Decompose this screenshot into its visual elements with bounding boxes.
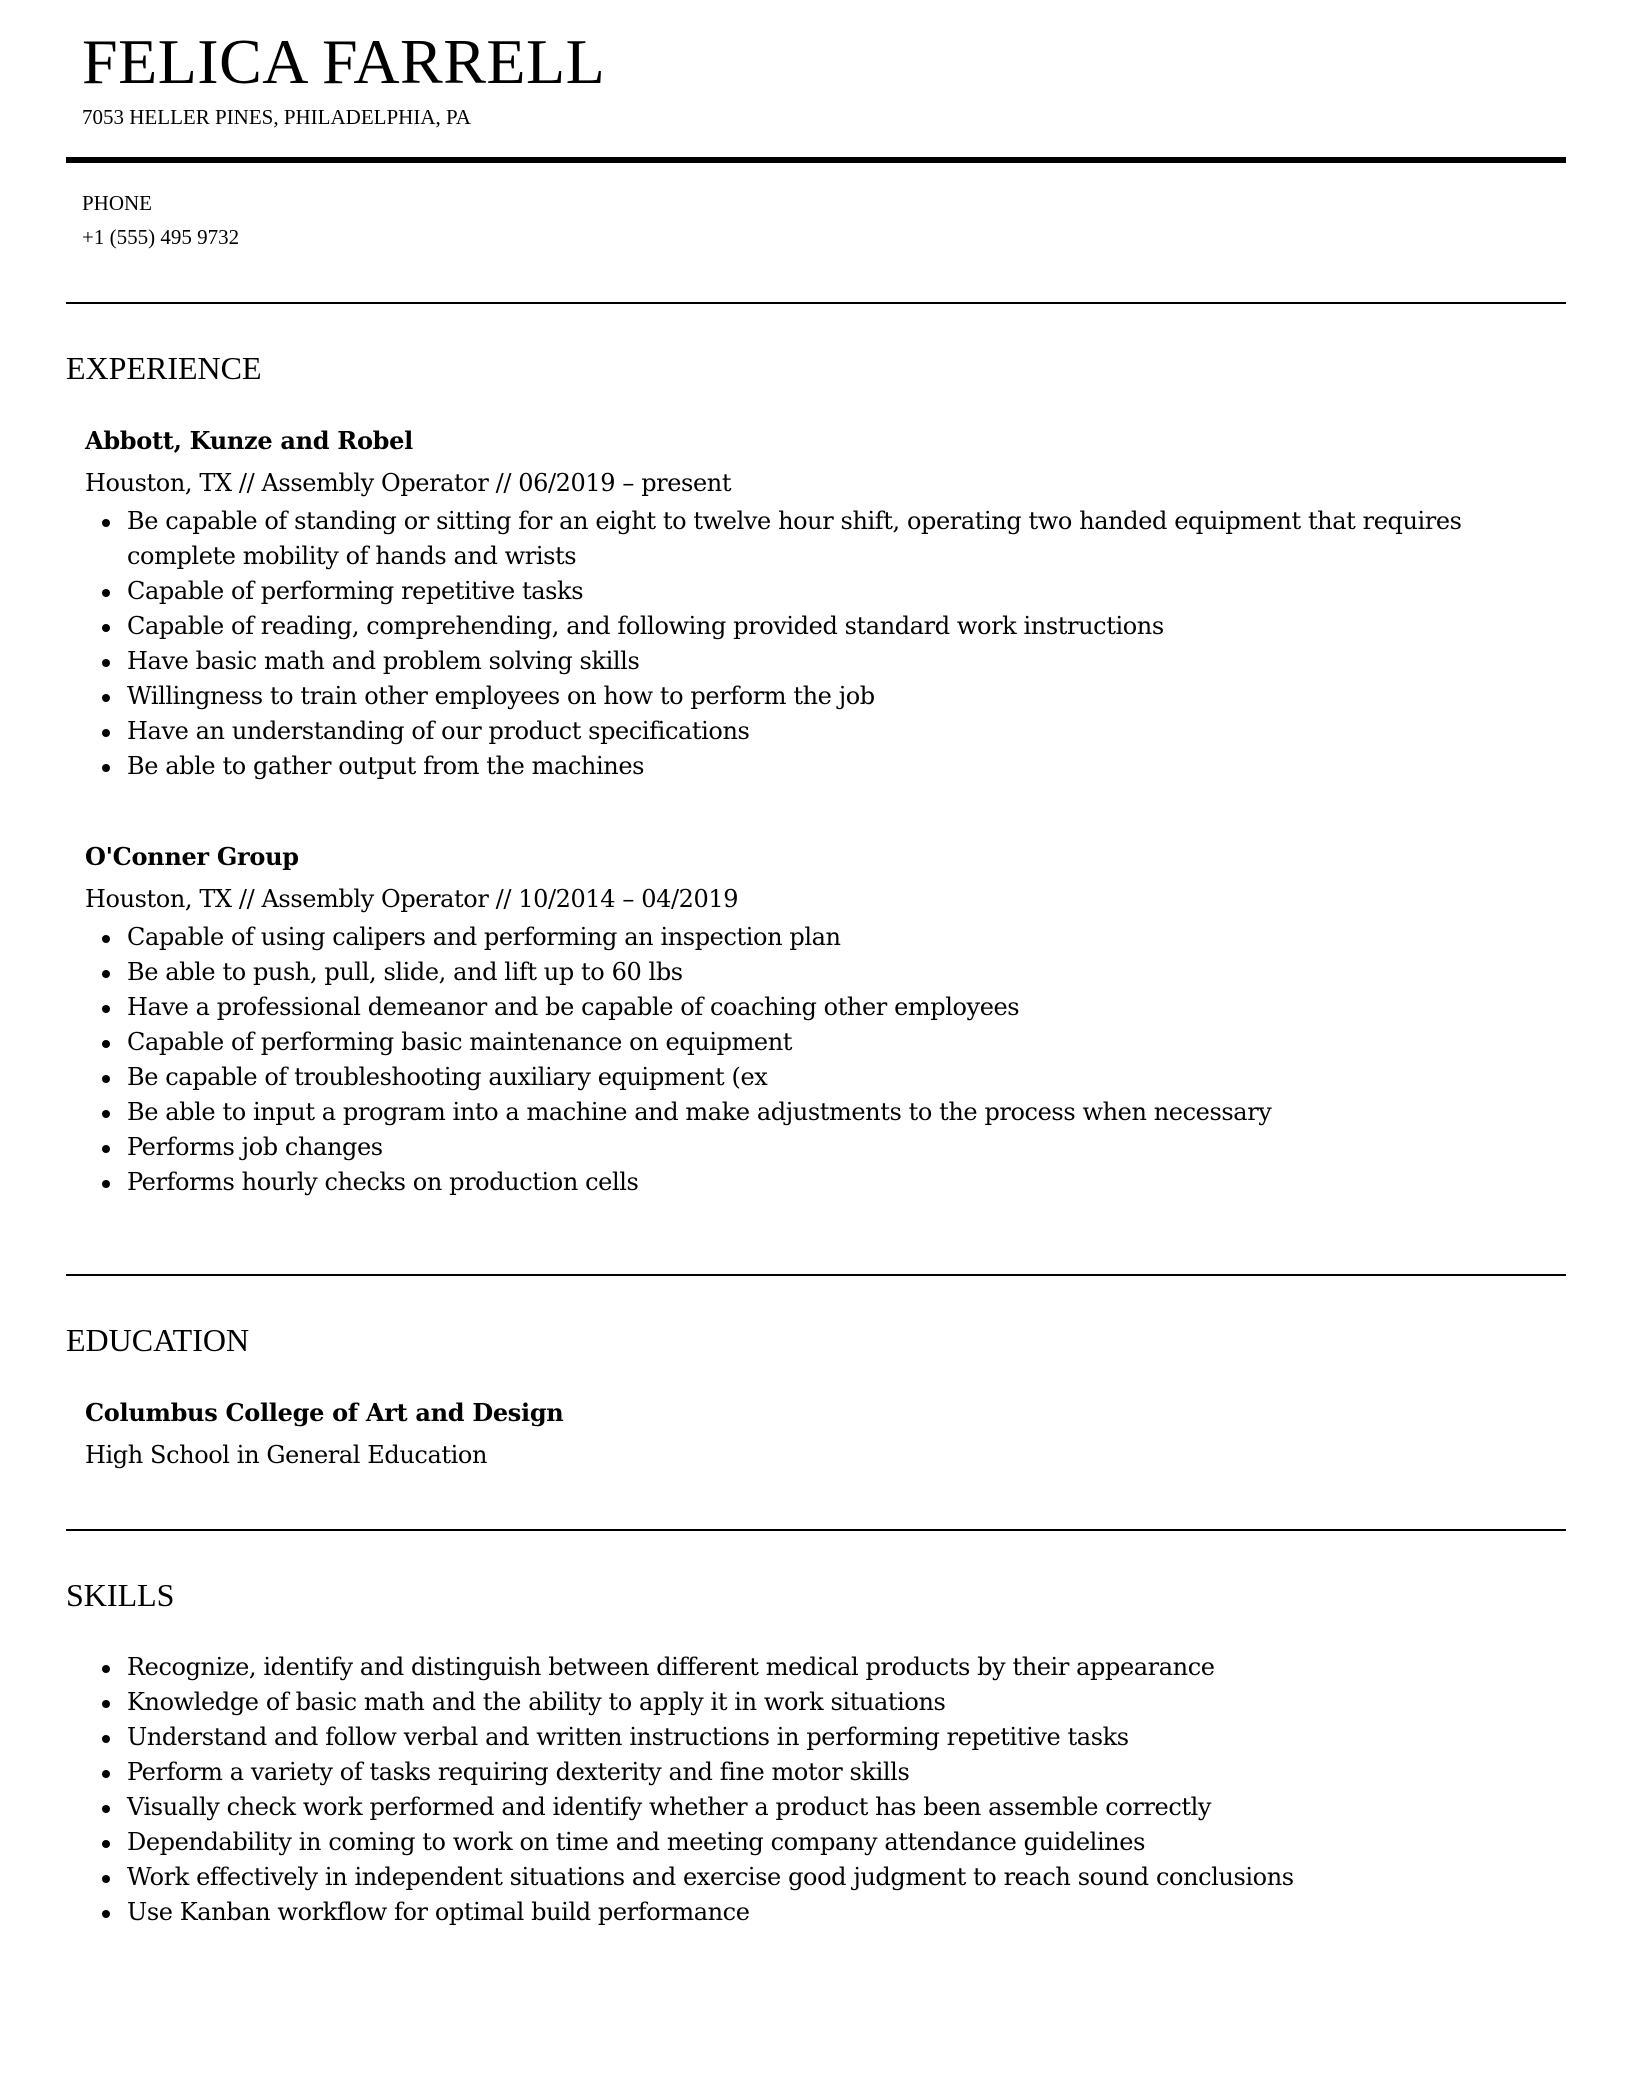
bullet-icon (102, 729, 110, 737)
bullet-icon (102, 1665, 110, 1673)
bullet-icon (102, 1735, 110, 1743)
bullet-icon (102, 1840, 110, 1848)
bullet-icon (102, 970, 110, 978)
bullet-icon (102, 1910, 110, 1918)
bullet-icon (102, 519, 110, 527)
section-divider (66, 1274, 1566, 1276)
bullet-icon (102, 659, 110, 667)
job-entry (85, 424, 1545, 784)
list-item: Knowledge of basic math and the ability to apply it in work situations (85, 1685, 1527, 1720)
job-entry (85, 840, 1545, 1200)
list-item: Perform a variety of tasks requiring dexterity and fine motor skills (85, 1755, 1527, 1790)
list-item: Have an understanding of our product specifications (85, 714, 1527, 749)
list-item: Capable of performing basic maintenance on equipment (85, 1025, 1527, 1060)
job-bullet-list (85, 504, 1545, 784)
job-details: Houston, TX // Assembly Operator // 10/2014 – 04/2019 (85, 885, 739, 913)
bullet-icon (102, 1075, 110, 1083)
bullet-icon (102, 624, 110, 632)
list-item: Visually check work performed and identify whether a product has been assemble correctly (85, 1790, 1527, 1825)
list-item: Use Kanban workflow for optimal build performance (85, 1895, 1527, 1930)
skills-entry (85, 1650, 1545, 1930)
list-item: Be able to input a program into a machine and make adjustments to the process when necessary (85, 1095, 1527, 1130)
education-heading: EDUCATION (66, 1322, 250, 1358)
bullet-icon (102, 1875, 110, 1883)
list-item: Understand and follow verbal and written instructions in performing repetitive tasks (85, 1720, 1527, 1755)
education-entry (85, 1396, 1545, 1476)
bullet-icon (102, 1145, 110, 1153)
bullet-icon (102, 1110, 110, 1118)
skills-heading: SKILLS (66, 1577, 175, 1613)
bullet-icon (102, 1180, 110, 1188)
list-item: Dependability in coming to work on time and meeting company attendance guidelines (85, 1825, 1527, 1860)
candidate-address: 7053 HELLER PINES, PHILADELPHIA, PA (82, 105, 471, 129)
candidate-name: FELICA FARRELL (82, 26, 606, 97)
bullet-icon (102, 764, 110, 772)
school-name: Columbus College of Art and Design (85, 1398, 564, 1427)
list-item: Recognize, identify and distinguish between different medical products by their appearance (85, 1650, 1527, 1685)
header-divider (66, 157, 1566, 163)
job-company: Abbott, Kunze and Robel (85, 426, 413, 455)
list-item: Be capable of troubleshooting auxiliary equipment (ex (85, 1060, 1527, 1095)
skills-list (85, 1650, 1545, 1930)
degree: High School in General Education (85, 1441, 487, 1469)
list-item: Have basic math and problem solving skills (85, 644, 1527, 679)
bullet-icon (102, 1805, 110, 1813)
list-item: Capable of performing repetitive tasks (85, 574, 1527, 609)
bullet-icon (102, 1040, 110, 1048)
list-item: Be able to gather output from the machines (85, 749, 1527, 784)
section-divider (66, 302, 1566, 304)
bullet-icon (102, 1700, 110, 1708)
phone-label: PHONE (82, 191, 153, 215)
list-item: Willingness to train other employees on how to perform the job (85, 679, 1527, 714)
experience-heading: EXPERIENCE (66, 350, 262, 386)
bullet-icon (102, 589, 110, 597)
job-company: O'Conner Group (85, 842, 299, 871)
list-item: Have a professional demeanor and be capable of coaching other employees (85, 990, 1527, 1025)
list-item: Performs job changes (85, 1130, 1527, 1165)
list-item: Be capable of standing or sitting for an eight to twelve hour shift, operating two handed equipment that requires complete mobility of hands and wrists (85, 504, 1527, 574)
phone-number: +1 (555) 495 9732 (82, 225, 240, 249)
list-item: Performs hourly checks on production cells (85, 1165, 1527, 1200)
list-item: Capable of reading, comprehending, and following provided standard work instructions (85, 609, 1527, 644)
job-details: Houston, TX // Assembly Operator // 06/2019 – present (85, 469, 732, 497)
bullet-icon (102, 1005, 110, 1013)
bullet-icon (102, 935, 110, 943)
bullet-icon (102, 1770, 110, 1778)
list-item: Be able to push, pull, slide, and lift up to 60 lbs (85, 955, 1527, 990)
list-item: Capable of using calipers and performing an inspection plan (85, 920, 1527, 955)
list-item: Work effectively in independent situations and exercise good judgment to reach sound conclusions (85, 1860, 1527, 1895)
section-divider (66, 1529, 1566, 1531)
bullet-icon (102, 694, 110, 702)
job-bullet-list (85, 920, 1545, 1200)
